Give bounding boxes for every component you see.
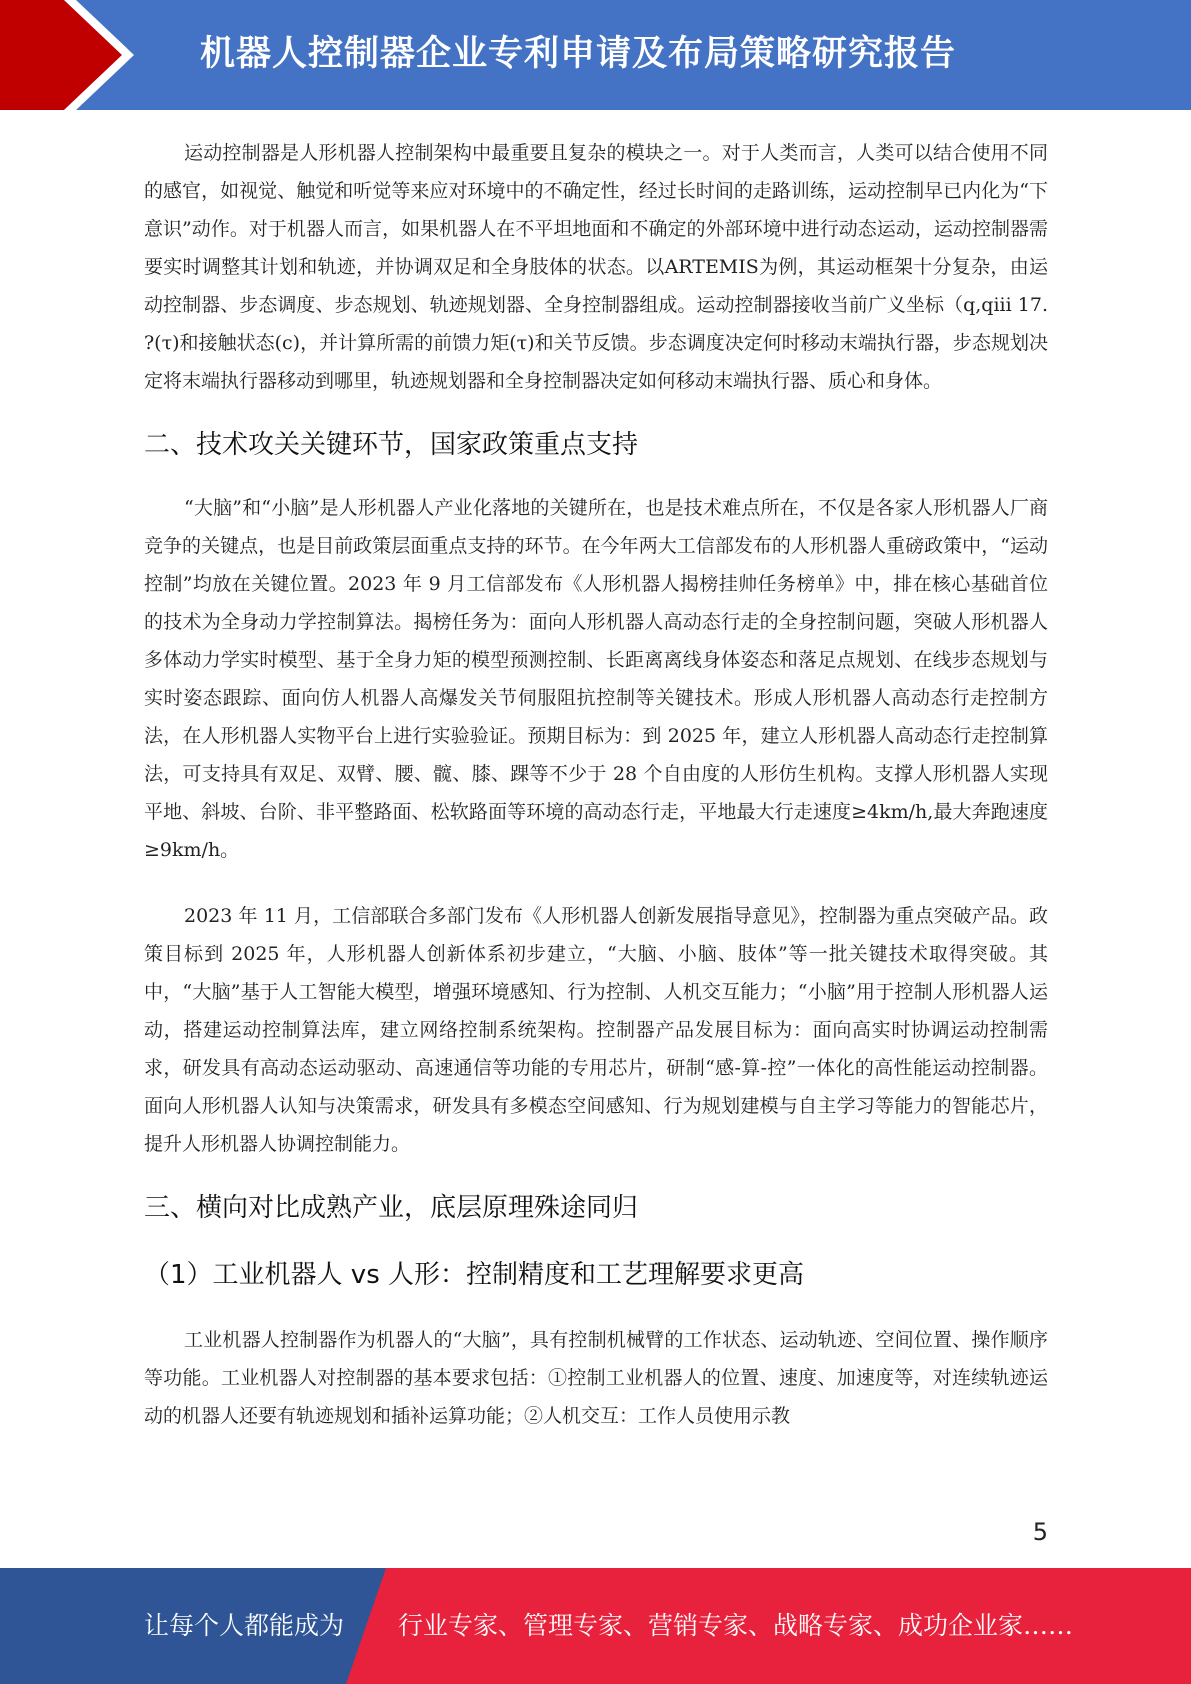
- footer-slogan-right: 行业专家、管理专家、营销专家、战略专家、成功企业家……: [398, 1611, 1074, 1640]
- section-heading-2: 二、技术攻关关键环节，国家政策重点支持: [144, 430, 639, 460]
- paragraph-policy-support: “大脑”和“小脑”是人形机器人产业化落地的关键所在，也是技术难点所在，不仅是各家人形机器人厂商竞争的关键点，也是目前政策层面重点支持的环节。在今年两大工信部发布的人形机器人重磅政策中，“运动控制”均放在关键位置。2023 年 9 月工信部发布《人形机器人揭榜挂帅任务榜单》中，排在核心基础首位的技术为全身动力学控制算法。揭榜任务为：面向人形机器人高动态行走的全身控制问题，突破人形机器人多体动力学实时模型、基于全身力矩的模型预测控制、长距离离线身体姿态和落足点规划、在线步态规划与实时姿态跟踪、面向仿人机器人高爆发关节伺服阻抗控制等关键技术。形成人形机器人高动态行走控制方法，在人形机器人实物平台上进行实验验证。预期目标为：到 2025 年，建立人形机器人高动态行走控制算法，可支持具有双足、双臂、腰、髋、膝、踝等不少于 28 个自由度的人形仿生机构。支撑人形机器人实现平地、斜坡、台阶、非平整路面、松软路面等环境的高动态行走，平地最大行走速度≥4km/h,最大奔跑速度≥9km/h。: [144, 497, 1048, 861]
- page-content: [144, 134, 1048, 1435]
- footer-slogan-left: 让每个人都能成为: [144, 1611, 345, 1640]
- header-arrow-icon: [0, 0, 160, 110]
- page-number: 5: [1032, 1518, 1048, 1546]
- page-header: [0, 0, 1191, 110]
- paragraph-motion-controller: 运动控制器是人形机器人控制架构中最重要且复杂的模块之一。对于人类而言，人类可以结合使用不同的感官，如视觉、触觉和听觉等来应对环境中的不确定性，经过长时间的走路训练，运动控制早已内化为“下意识”动作。对于机器人而言，如果机器人在不平坦地面和不确定的外部环境中进行动态运动，运动控制器需要实时调整其计划和轨迹，并协调双足和全身肢体的状态。以ARTEMIS为例，其运动框架十分复杂，由运动控制器、步态调度、步态规划、轨迹规划器、全身控制器组成。运动控制器接收当前广义坐标（q,qiii 17. ?(τ)和接触状态(c)，并计算所需的前馈力矩(τ)和关节反馈。步态调度决定何时移动末端执行器，步态规划决定将末端执行器移动到哪里，轨迹规划器和全身控制器决定如何移动末端执行器、质心和身体。: [144, 142, 1048, 392]
- section-heading-3: 三、横向对比成熟产业，底层原理殊途同归: [144, 1193, 639, 1223]
- report-title: 机器人控制器企业专利申请及布局策略研究报告: [200, 34, 957, 74]
- paragraph-innovation-guidance: 2023 年 11 月，工信部联合多部门发布《人形机器人创新发展指导意见》，控制器为重点突破产品。政策目标到 2025 年，人形机器人创新体系初步建立，“大脑、小脑、肢体”等一批关键技术取得突破。其中，“大脑”基于人工智能大模型，增强环境感知、行为控制、人机交互能力；“小脑”用于控制人形机器人运动，搭建运动控制算法库，建立网络控制系统架构。控制器产品发展目标为：面向高实时协调运动控制需求，研发具有高动态运动驱动、高速通信等功能的专用芯片，研制“感-算-控”一体化的高性能运动控制器。面向人形机器人认知与决策需求，研发具有多模态空间感知、行为规划建模与自主学习等能力的智能芯片，提升人形机器人协调控制能力。: [144, 905, 1048, 1155]
- paragraph-industrial-robot: 工业机器人控制器作为机器人的“大脑”，具有控制机械臂的工作状态、运动轨迹、空间位置、操作顺序等功能。工业机器人对控制器的基本要求包括：①控制工业机器人的位置、速度、加速度等，对连续轨迹运动的机器人还要有轨迹规划和插补运算功能；②人机交互：工作人员使用示教: [144, 1329, 1048, 1427]
- page-footer: [0, 1568, 1191, 1684]
- subsection-heading-3-1: （1）工业机器人 vs 人形：控制精度和工艺理解要求更高: [144, 1260, 805, 1290]
